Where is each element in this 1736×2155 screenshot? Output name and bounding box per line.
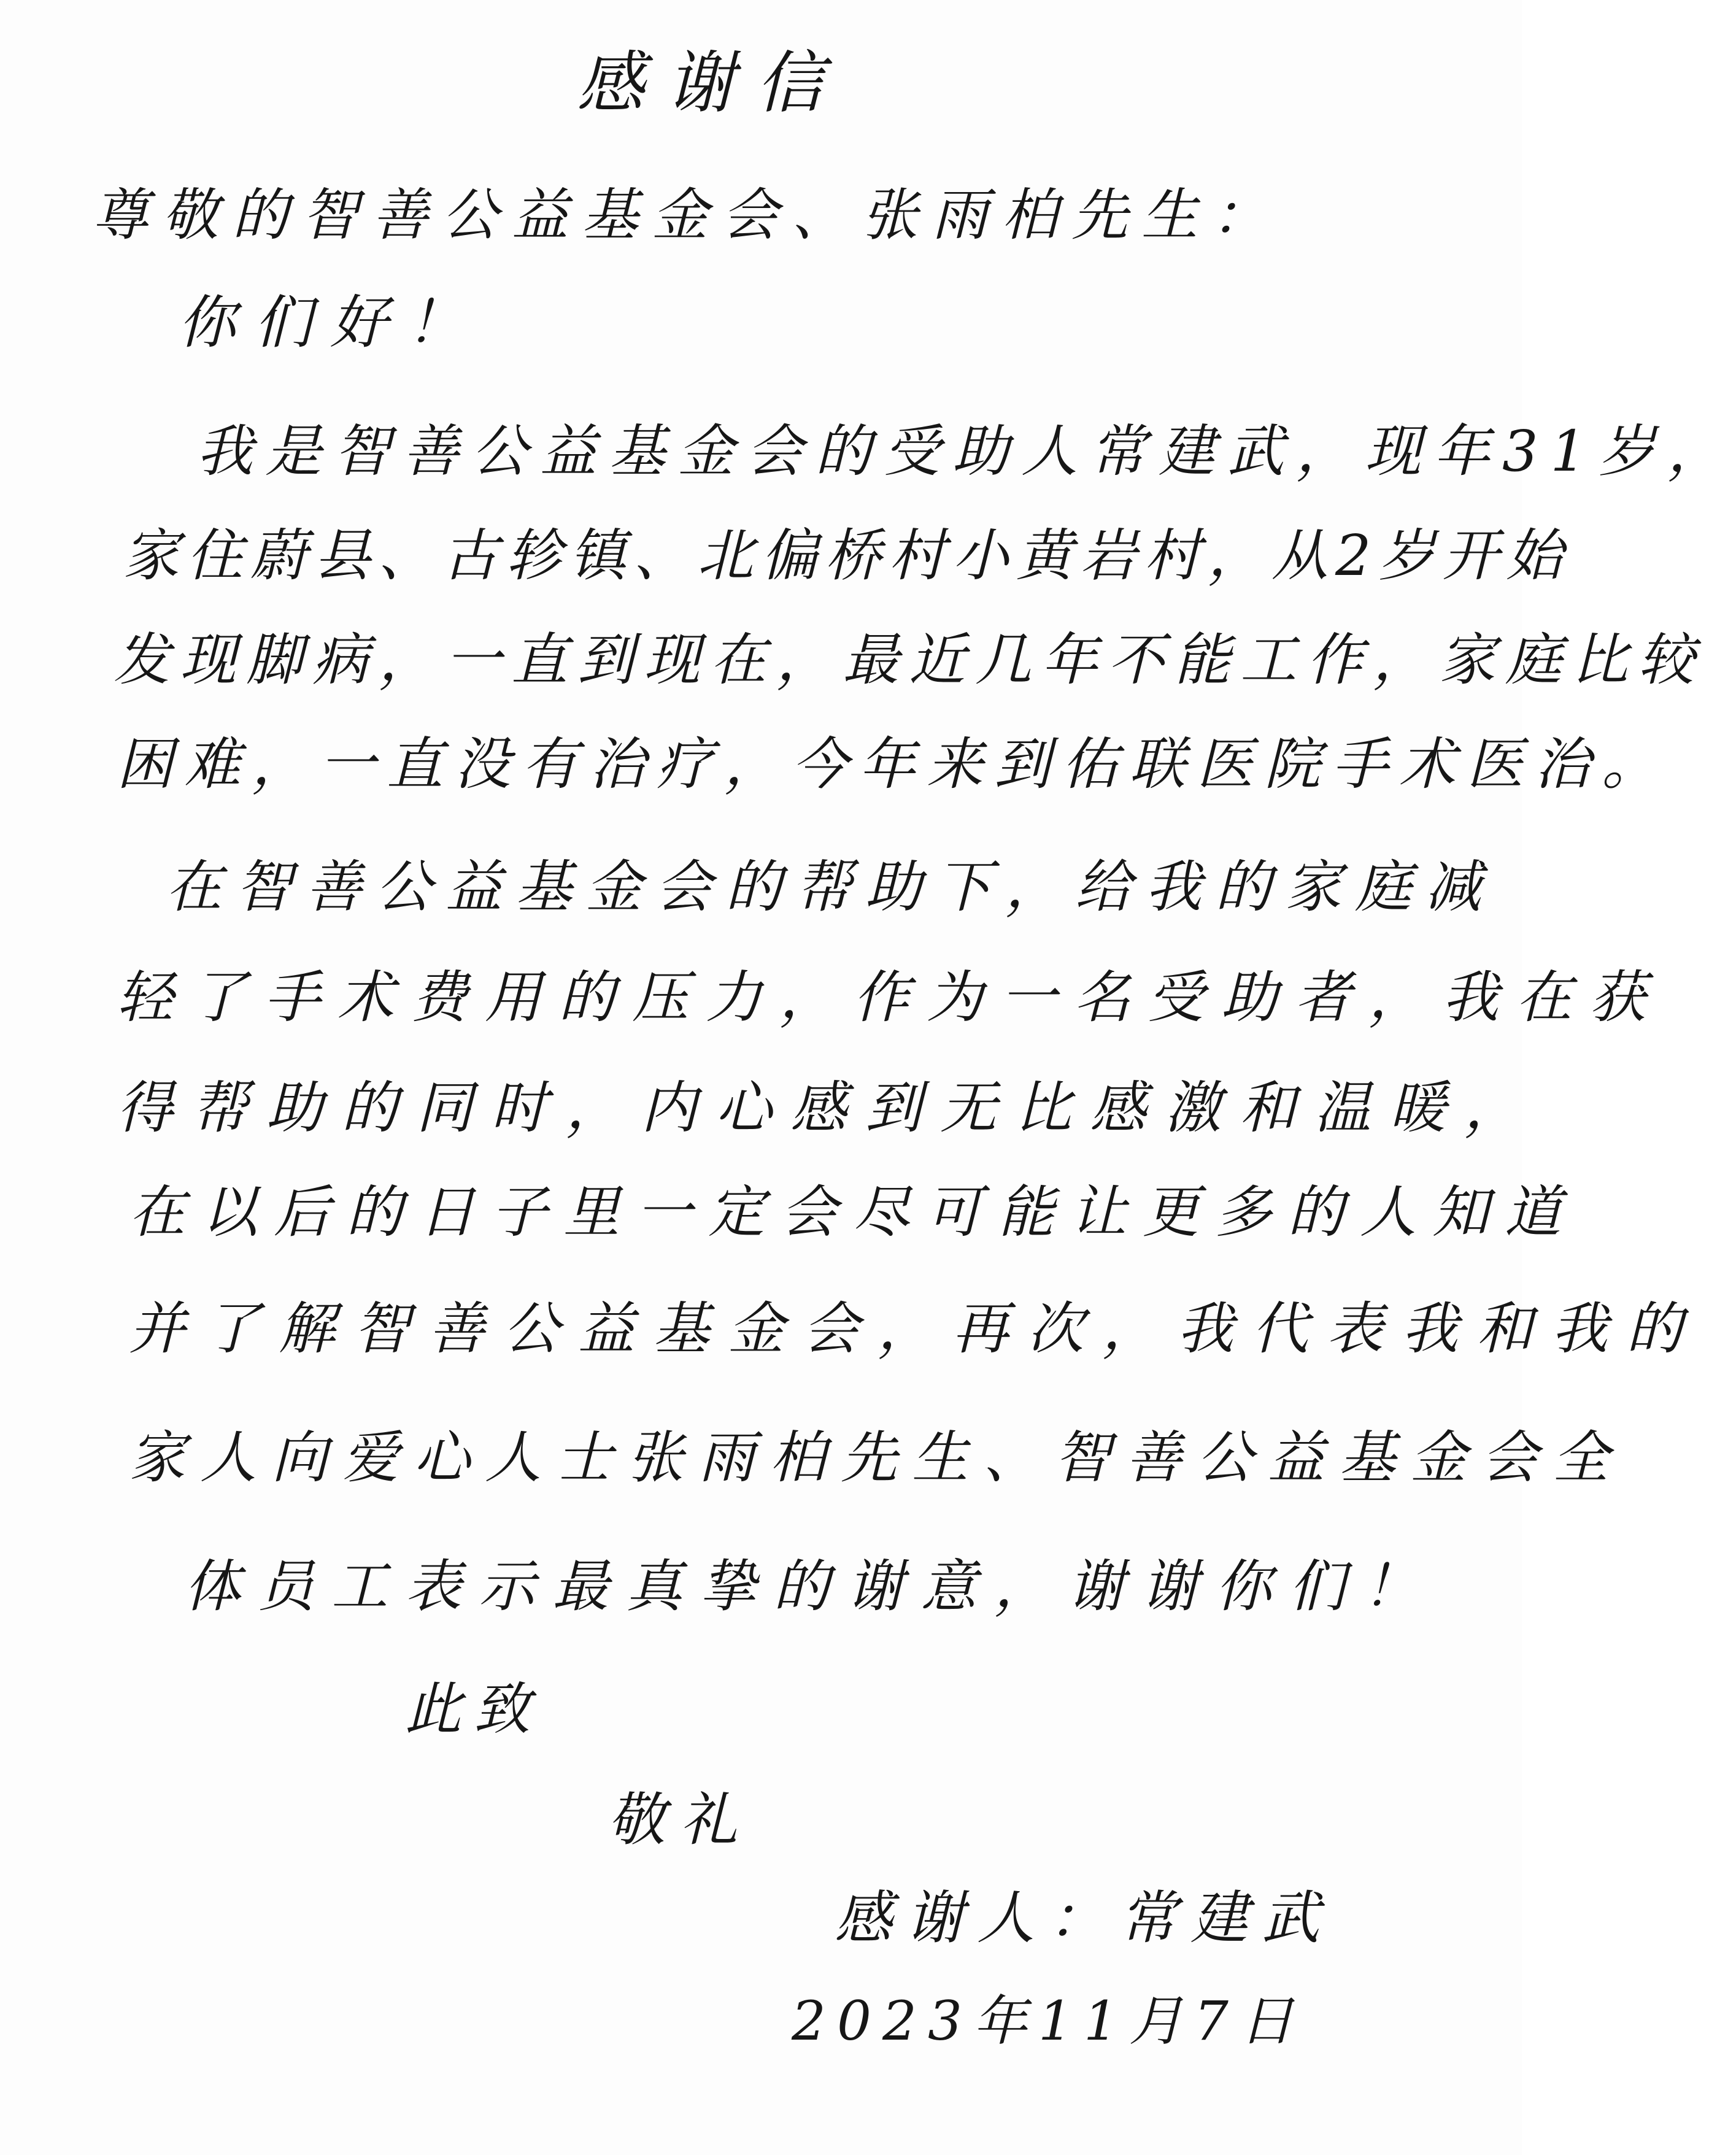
body-line: 得帮助的同时，内心感到无比感激和温暖， <box>117 1075 1540 1141</box>
greeting: 你们好！ <box>178 290 483 357</box>
body-line: 并了解智善公益基金会，再次，我代表我和我的 <box>129 1296 1702 1362</box>
body-line: 体员工表示最真挚的谢意，谢谢你们！ <box>184 1554 1437 1619</box>
body-line: 家人向爱心人士张雨柏先生、智善公益基金会全 <box>129 1425 1624 1490</box>
body-line: 发现脚病，一直到现在，最近几年不能工作，家庭比较 <box>114 627 1705 693</box>
closing: 此致 <box>405 1676 543 1742</box>
body-line: 轻了手术费用的压力，作为一名受助者，我在获 <box>117 965 1664 1030</box>
signature: 感谢人：常建武 <box>835 1885 1333 1952</box>
salutation: 尊敬的智善公益基金会、张雨柏先生： <box>92 182 1282 248</box>
date: 2023年11月7日 <box>792 1989 1305 2053</box>
body-line: 在以后的日子里一定会尽可能让更多的人知道 <box>129 1179 1578 1245</box>
regards: 敬礼 <box>608 1787 753 1854</box>
body-line: 困难，一直没有治疗，今年来到佑联医院手术医治。 <box>117 731 1670 797</box>
body-line: 我是智善公益基金会的受助人常建武，现年31岁， <box>196 418 1736 484</box>
letter-title: 感谢信 <box>577 44 846 122</box>
body-line: 在智善公益基金会的帮助下，给我的家庭减 <box>166 854 1495 920</box>
body-line: 家住蔚县、古轸镇、北偏桥村小黄岩村，从2岁开始 <box>123 523 1570 588</box>
